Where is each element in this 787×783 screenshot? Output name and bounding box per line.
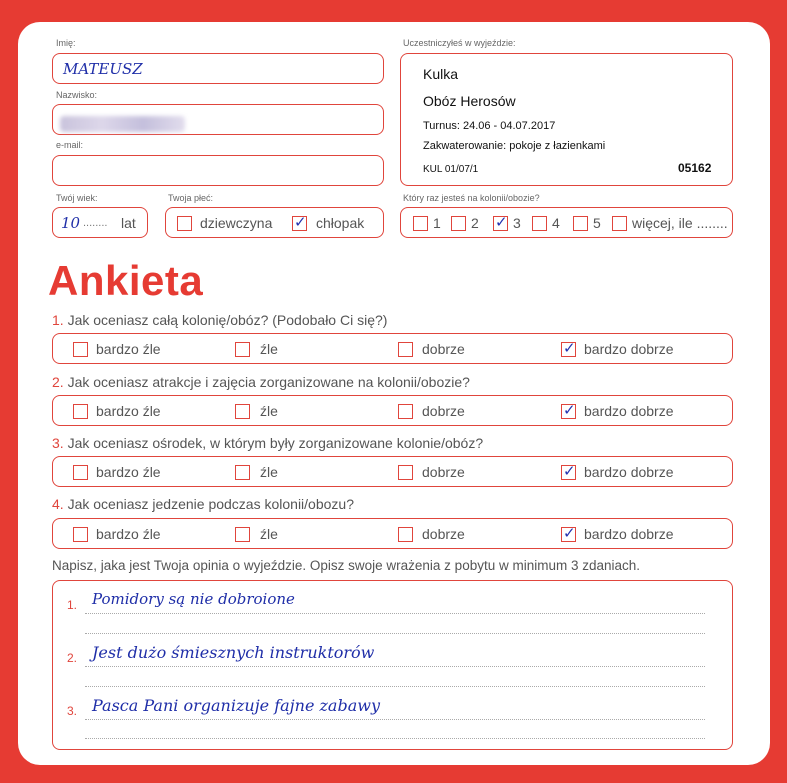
q1-option-very-bad[interactable] [73, 342, 88, 357]
check-mark-icon: ✓ [495, 213, 508, 231]
opinion-prompt: Napisz, jaka jest Twoja opinia o wyjeździe. Opisz swoje wrażenia z pobytu w minimum 3 zdaniach. [52, 558, 641, 573]
q2-option-very-good[interactable] [561, 401, 576, 419]
email-field[interactable] [52, 155, 384, 186]
gender-male-label: chłopak [316, 215, 365, 231]
camp-name: Kulka [423, 66, 459, 82]
option-label: źle [260, 464, 278, 480]
writing-line [85, 666, 705, 667]
option-label: dobrze [422, 464, 465, 480]
writing-line [85, 613, 705, 614]
option-label: źle [260, 341, 278, 357]
writing-line [85, 738, 705, 739]
option-label: bardzo źle [96, 341, 161, 357]
check-mark-icon: ✓ [563, 401, 576, 419]
q4-option-bad[interactable] [235, 527, 250, 542]
times-label-4: 4 [552, 215, 560, 231]
writing-line [85, 719, 705, 720]
name-value: MATEUSZ [63, 60, 143, 78]
q3-option-very-good[interactable] [561, 462, 576, 480]
option-label: dobrze [422, 403, 465, 419]
check-mark-icon: ✓ [294, 213, 307, 231]
answer-row-2 [52, 395, 733, 426]
participant-box [400, 53, 733, 186]
email-label: e-mail: [56, 140, 84, 150]
opinion-line-number: 2. [67, 651, 78, 665]
times-label-1: 1 [433, 215, 441, 231]
turnus-value: 24.06 - 04.07.2017 [462, 120, 556, 132]
camp-number: 05162 [678, 161, 712, 175]
camp-title: Obóz Herosów [423, 93, 516, 109]
accommodation-label: Zakwaterowanie: [423, 140, 507, 152]
writing-line [85, 686, 705, 687]
age-field[interactable] [52, 207, 148, 238]
q1-option-good[interactable] [398, 342, 413, 357]
times-label-3: 3 [513, 215, 521, 231]
q4-option-very-bad[interactable] [73, 527, 88, 542]
option-label: dobrze [422, 341, 465, 357]
q3-option-very-bad[interactable] [73, 465, 88, 480]
surname-redacted [60, 116, 185, 132]
answer-row-3 [52, 456, 733, 487]
times-checkbox-5[interactable] [573, 216, 588, 231]
age-dots: ........ [83, 217, 108, 229]
option-label: bardzo dobrze [584, 464, 674, 480]
opinion-line-number: 1. [67, 598, 78, 612]
question-4: 4. Jak oceniasz jedzenie podczas kolonii/obozu? [52, 496, 354, 512]
surname-label: Nazwisko: [56, 90, 98, 100]
q2-option-bad[interactable] [235, 404, 250, 419]
option-label: źle [260, 403, 278, 419]
gender-field [165, 207, 384, 238]
answer-row-4 [52, 518, 733, 549]
times-checkbox-more[interactable] [612, 216, 627, 231]
times-checkbox-4[interactable] [532, 216, 547, 231]
turnus-label: Turnus: [423, 120, 460, 132]
gender-female-label: dziewczyna [200, 215, 273, 231]
question-3: 3. Jak oceniasz ośrodek, w którym były zorganizowane kolonie/obóz? [52, 435, 484, 451]
opinion-line-3: Pasca Pani organizuje fajne zabawy [92, 696, 380, 715]
times-label: Który raz jesteś na kolonii/obozie? [403, 193, 540, 203]
participant-label: Uczestniczyłeś w wyjeździe: [403, 38, 516, 48]
name-field[interactable] [52, 53, 384, 84]
q1-option-very-good[interactable] [561, 339, 576, 357]
q4-option-good[interactable] [398, 527, 413, 542]
q1-option-bad[interactable] [235, 342, 250, 357]
option-label: bardzo źle [96, 403, 161, 419]
answer-row-1 [52, 333, 733, 364]
name-label: Imię: [56, 38, 76, 48]
gender-label: Twoja płeć: [168, 193, 214, 203]
times-label-more: więcej, ile ........ [632, 215, 728, 231]
opinion-line-2: Jest dużo śmiesznych instruktorów [92, 643, 375, 662]
age-label: Twój wiek: [56, 193, 98, 203]
times-label-5: 5 [593, 215, 601, 231]
check-mark-icon: ✓ [563, 524, 576, 542]
times-checkbox-1[interactable] [413, 216, 428, 231]
q3-option-bad[interactable] [235, 465, 250, 480]
times-label-2: 2 [471, 215, 479, 231]
question-1: 1. Jak oceniasz całą kolonię/obóz? (Podobało Ci się?) [52, 312, 388, 328]
accommodation-value: pokoje z łazienkami [509, 140, 606, 152]
times-field [400, 207, 733, 238]
survey-title: Ankieta [48, 257, 204, 304]
writing-line [85, 633, 705, 634]
q3-option-good[interactable] [398, 465, 413, 480]
gender-female-checkbox[interactable] [177, 216, 192, 231]
q2-option-good[interactable] [398, 404, 413, 419]
check-mark-icon: ✓ [563, 339, 576, 357]
option-label: bardzo dobrze [584, 403, 674, 419]
q2-option-very-bad[interactable] [73, 404, 88, 419]
question-2: 2. Jak oceniasz atrakcje i zajęcia zorganizowane na kolonii/obozie? [52, 374, 470, 390]
option-label: bardzo dobrze [584, 526, 674, 542]
opinion-line-1: Pomidory są nie dobroione [92, 590, 295, 608]
gender-male-checkbox[interactable] [292, 213, 307, 231]
option-label: bardzo dobrze [584, 341, 674, 357]
opinion-line-number: 3. [67, 704, 78, 718]
times-checkbox-2[interactable] [451, 216, 466, 231]
check-mark-icon: ✓ [563, 462, 576, 480]
option-label: bardzo źle [96, 526, 161, 542]
option-label: dobrze [422, 526, 465, 542]
age-unit: lat [121, 215, 136, 231]
option-label: bardzo źle [96, 464, 161, 480]
q4-option-very-good[interactable] [561, 524, 576, 542]
option-label: źle [260, 526, 278, 542]
times-checkbox-3[interactable] [493, 213, 508, 231]
camp-code: KUL 01/07/1 [423, 164, 479, 175]
age-value: 10 [61, 214, 81, 232]
